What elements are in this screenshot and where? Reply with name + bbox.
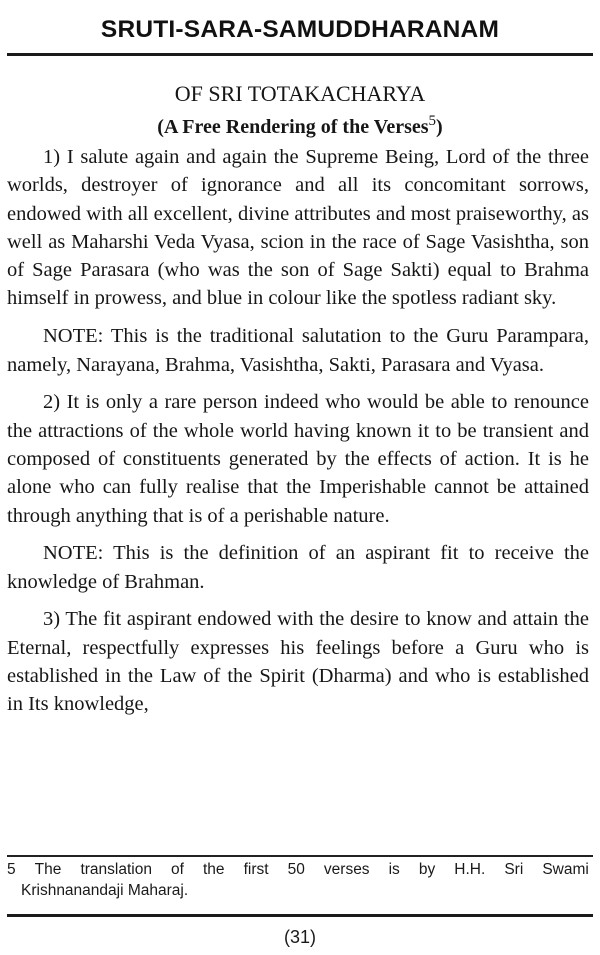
- footnote-word: by: [418, 861, 436, 878]
- page-number: (31): [283, 927, 316, 947]
- footer-rule: [7, 914, 593, 917]
- footnote-word: The: [34, 861, 62, 878]
- footnote: [7, 860, 589, 901]
- section-subtitle: [0, 112, 600, 142]
- note-label: NOTE: [43, 542, 98, 565]
- verse-paragraph-3: [7, 605, 589, 718]
- footnote-line-1: [7, 860, 589, 881]
- footnote-line-2: Krishnanandaji Maharaj.: [21, 881, 189, 899]
- footnote-reference: 5: [428, 113, 437, 129]
- paragraph-text: 3) The fit aspirant endowed with the desire to know and attain the Eternal, respectfully expresses his feelings before a Guru who is established in the Law of the Spirit (Dharma) and who is established in Its knowledge,: [7, 608, 589, 716]
- footnote-rule: [7, 855, 593, 857]
- paragraph-text: : This is the traditional salutation to the Guru Parampara, namely, Narayana, Brahma, Vasishtha, Sakti, Parasara and Vyasa.: [7, 325, 589, 376]
- subtitle-text: (A Free Rendering of the Verses: [157, 116, 429, 138]
- verse-paragraph-1: [7, 143, 589, 313]
- footnote-word: 50: [287, 861, 305, 878]
- footnote-word: first: [243, 861, 269, 878]
- footnote-word: is: [388, 861, 400, 878]
- footnote-word: H.H.: [454, 861, 486, 878]
- running-header: SRUTI-SARA-SAMUDDHARANAM: [100, 16, 500, 43]
- footnote-word: Swami: [542, 861, 589, 878]
- footnote-word: of: [171, 861, 184, 878]
- footnote-marker: 5: [7, 861, 16, 878]
- footnote-word: verses: [323, 861, 370, 878]
- footnote-word: translation: [80, 861, 152, 878]
- verse-paragraph-2: [7, 388, 589, 529]
- section-title: OF SRI TOTAKACHARYA: [174, 81, 426, 106]
- paragraph-text: : This is the definition of an aspirant fit to receive the knowledge of Brahman.: [7, 542, 589, 593]
- paragraph-text: 2) It is only a rare person indeed who would be able to renounce the attractions of the whole world having known it to be transient and composed of constituents generated by the effects of action. It is he alone who can fully realise that the Imperishable cannot be attained through anything that is of a perishable nature.: [7, 391, 589, 527]
- body-text: [7, 143, 589, 728]
- note-paragraph-2: [7, 539, 589, 596]
- paragraph-text: 1) I salute again and again the Supreme Being, Lord of the three worlds, destroyer of ignorance and all its concomitant sorrows, endowed with all excellent, divine attributes and most praiseworthy, as well as Maharshi Veda Vyasa, scion in the race of Sage Vasishtha, son of Sage Parasara (who was the son of Sage Sakti) equal to Brahma himself in prowess, and blue in colour like the spotless radiant sky.: [7, 146, 589, 310]
- subtitle-close: ): [436, 116, 443, 138]
- footnote-word: the: [202, 861, 225, 878]
- note-paragraph-1: [7, 322, 589, 379]
- note-label: NOTE: [43, 325, 98, 348]
- footnote-word: Sri: [504, 861, 524, 878]
- header-rule: [7, 53, 593, 56]
